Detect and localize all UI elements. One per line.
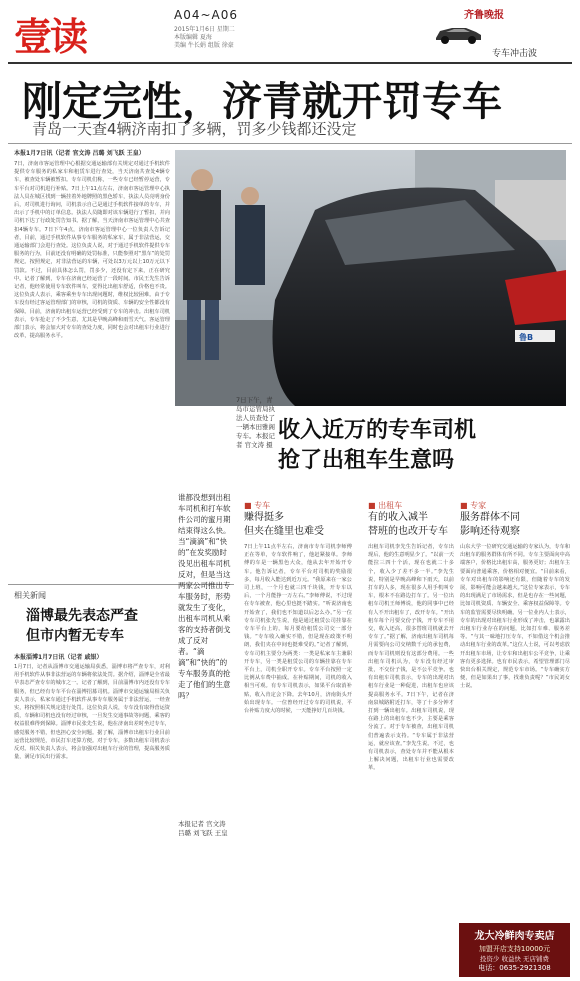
header-rule (8, 62, 572, 64)
section-expert (460, 500, 570, 915)
related-news-tag: 相关新闻 (14, 591, 46, 600)
side-news-title (26, 606, 138, 646)
side-byline: 本报淄博1月7日讯（记者 戚银） (14, 654, 103, 661)
headline: 刚定完性，济青就开罚专车 (22, 79, 502, 125)
photo-caption: 7日下午，青岛市运管局执法人员查处了一辆本田雅阁专车。本报记者 官文涛 摄 (236, 396, 275, 449)
feature-byline: 本报记者 官文涛 吕璐 刘飞跃 王皇 (178, 820, 228, 837)
section-tag-label: 专家 (470, 501, 487, 510)
feature-title-line2: 抢了出租车生意吗 (278, 448, 455, 473)
paper-logo: 齐鲁晚报 (464, 10, 504, 21)
section-taxi (368, 500, 454, 968)
feature-title (278, 416, 476, 476)
divider (8, 143, 572, 144)
edition-meta (174, 26, 235, 50)
section-heading-2: 但夹在缝里也难受 (244, 526, 324, 537)
advertisement[interactable] (459, 923, 570, 977)
car-icon (432, 20, 484, 46)
feature-title-line1: 收入近万的专车司机 (278, 418, 477, 443)
section-body: 7日上午11点半左右，济南市专车司机李师傅正在等单，专车软件响了，他赶紧接单。李师傅的车是一辆黑色大众，他从去年开始开专车。他告诉记者，专车平台对司机的奖励很多，每月收入能达到近万元。“我原来在一家公司上班，一个月也就三四千块钱，开专车以后，一个月能挣一万左右。”李师傅说，不过现在专车被查，他心里也挺不踏实。“听说济南也开始查了，我们也不知道以后怎么办。”另一位专车司机张先生说，他是通过租赁公司挂靠在专车平台上的，每月要给租赁公司交一部分钱。“专车收入确实不错，但是现在政策不明朗，我们夹在中间也挺难受的。”记者了解到，专车司机主要分为两类：一类是私家车主兼职开专车，另一类是租赁公司的车辆挂靠在专车平台上，司机全职开专车。专车平台按照一定比例从车费中抽成。在补贴期间，司机的收入相当可观。有专车司机表示，如果平台取消补贴，收入肯定会下降。去年10月，济南街头开始出现专车。一位曾经开过专车的司机说，平台补贴力度大的时候，一天能挣好几百块钱。 (244, 544, 352, 715)
section-heading-1: 赚得挺多 (244, 512, 284, 523)
section-tag: 专车冲击波 (492, 49, 538, 59)
section-tag-label: 出租车 (378, 501, 403, 510)
section-heading-1: 服务群体不同 (460, 512, 520, 523)
news-photo (175, 150, 566, 406)
editors-line: 本版编辑 夏海 (174, 34, 212, 41)
ad-phone: 电话：0635-2921308 (478, 964, 551, 972)
section-body: 山东大学一位研究交通运输的专家认为，专车和出租车的服务群体有所不同。专车主要面向中高端客户，价格比出租车高，服务更好；出租车主要面向普通乘客，价格相对便宜。“目前来看，专车对出租车的影响还有限，但随着专车的发展，影响可能会越来越大。”这位专家表示，专车的出现满足了市场需求，但是也存在一些问题，比如司机资质、车辆安全、乘客权益保障等。专车的监管需要尽快明确。另一位业内人士表示，专车的出现对出租车行业形成了冲击，也暴露出出租车行业存在的问题，比如打车难、服务差等。“与其一味地打压专车，不如借这个机会推动出租车行业的改革。”这位人士说，可以考虑放开出租车市场，让专车和出租车公平竞争，让乘客有更多选择。也有市民表示，希望管理部门尽快出台相关规定，规范专车市场。“专车确实方便，但是如果出了事，找谁负责呢？”市民刘女士说。 (460, 544, 570, 690)
section-tag-label: 专车 (254, 501, 271, 510)
story-body: 7日，济南市客运管理中心根据交通运输部有关规定对通过手机软件提供专车服务的私家车和租赁车进行查处，当天济南共查处4辆专车，被查处车辆被暂扣。专车司机们称，一些专车已经暂停运营，专车平台对司机进行补贴。7日上午11点左右，济南市客运管理中心执法人员在城区找到一辆挂着外地牌照的黑色轿车，执法人员亮明身份后，对司机进行询问，司机表示自己是通过手机软件接单的专车，并出示了手机中的订单信息。执法人员随即对该车辆进行了暂扣，并向司机下达了行政处罚告知书。据了解，当天济南市客运管理中心共查扣4辆专车。7日下午4点，济南市客运管理中心一位负责人告诉记者，目前，通过手机软件从事专车服务的私家车，属于非法营运，交通运输部门会进行查处。这位负责人说，对于通过手机软件提供专车服务的行为，目前还没有明确的处罚标准，只能参照对“黑车”的处罚规定。按照规定，对非法营运的车辆，可处以3万元以上10万元以下罚款。不过，目前具体怎么罚，罚多少，还没有定下来，正在研究中。记者了解到，专车在济南已经运营了一段时间。市民王先生告诉记者，他经常使用专车软件叫车，觉得比出租车舒适，价格也不贵。这位负责人表示，乘客乘坐专车出现问题时，维权比较困难。由于专车没有经过客运管理部门的审核，司机的资质、车辆的安全性都没有保障。目前，济南的出租车运营已经受到了专车的冲击。出租车司机表示，专车抢走了不少生意，尤其是早晚高峰和雨雪天气。客运管理部门表示，将会加大对专车的查处力度，同时也会对出租车行业进行改革，提高服务水平。 (14, 161, 170, 340)
feature-intro: 谁都没想到出租车司机和打车软件公司的蜜月期结束得这么快。当“滴滴”和“快的”在发奖励时没见出租车司机反对，但是当这两家公司推出专车服务时，形势就发生了变化，出租车司机从乘客的支持者倒戈成了反对者。“滴滴”和“快的”的专车服务真的抢走了他们的生意吗？ (178, 493, 231, 700)
side-body: 1月7日，记者从淄博市交通运输局获悉，淄博市将严查专车，对利用手机软件从事非法营运的车辆将依法处罚。据介绍，淄博是全省最早表态严查专车的城市之一。记者了解到，目前淄博市内还没有专车服务，但已经有专车平台在淄博招募司机。淄博市交通运输局相关负责人表示，私家车通过手机软件从事专车服务属于非法营运，一经查实，将按照相关规定进行处罚。这位负责人说，专车没有取得营运资质，车辆和司机也没有经过审核，一旦发生交通事故等问题，乘客的权益很难得到保障。淄博市民张先生说，他在济南出差时坐过专车，感觉服务不错，但也担心安全问题。据了解，淄博市出租车行业目前运营比较规范，市民打车还算方便。对于专车，多数出租车司机表示反对。相关负责人表示，将会加强对出租车行业的管理，提高服务质量，满足市民出行需求。 (14, 664, 170, 761)
section-tag-expert: ■ 专家 (460, 501, 487, 510)
date-line: 2015年1月6日 星期二 (174, 26, 235, 33)
section-body: 出租车司机李先生告诉记者，专车出现后，他的生意明显少了。“以前一天能拉三四十个活，现在也就二十多个，收入少了差不多一半。”李先生说，特别是早晚高峰和下雨天，以前打车的人多，现在很多人用手机叫专车，根本不在路边打车了。另一位出租车司机王师傅说，他的同事中已经有人不开出租车了，改开专车。“开出租车每个月要交份子钱，开专车不用交，收入还高，很多替班司机就去开专车了。”据了解，济南出租车司机每月需要向公司交纳数千元的承包费，而专车司机则没有这部分费用。一些出租车司机认为，专车没有经过审批，不交份子钱，是不公平竞争。也有出租车司机表示，专车的出现对出租车行业是一种促进，出租车也应该提高服务水平。7日下午，记者在济南泉城路附近打车，等了十多分钟才打到一辆出租车。出租车司机说，现在路上的出租车也不少，主要是乘客分流了。对于专车被查，出租车司机们普遍表示支持。“专车属于非法营运，就应该查。”李先生说。不过，也有司机表示，查处专车并不能从根本上解决问题，出租车行业也需要改革。 (368, 544, 454, 772)
story-byline: 本报1月7日讯（记者 官文涛 吕璐 刘飞跃 王皇） (14, 150, 145, 157)
license-plate: 鲁B (519, 333, 534, 342)
section-heading-1: 有的收入减半 (368, 512, 428, 523)
section-driver (244, 500, 352, 968)
masthead: 壹读 (14, 14, 87, 59)
ad-title: 龙大冷鲜肉专卖店 (474, 931, 555, 942)
section-tag-taxi: ■ 出租车 (368, 501, 403, 510)
subhead: 青岛一天查4辆济南扣了多辆，罚多少钱都还没定 (32, 120, 357, 138)
photo-scene (175, 150, 566, 406)
side-title-line1: 淄博最先表态严查 (26, 608, 138, 624)
section-heading-2: 影响还待观察 (460, 526, 520, 537)
ad-slogan: 投资少 收益快 无店铺费 (479, 955, 550, 963)
main-story (14, 150, 170, 587)
design-line: 美编 牛长娟 组版 徐豪 (174, 42, 234, 49)
page-range: A04~A06 (174, 8, 239, 22)
ad-offer: 加盟开店支持10000元 (478, 945, 551, 953)
side-news-story (14, 652, 170, 978)
section-heading-2: 替班的也改开专车 (368, 526, 448, 537)
side-title-line2: 但市内暂无专车 (26, 628, 124, 644)
section-tag-driver: ■ 专车 (244, 501, 271, 510)
